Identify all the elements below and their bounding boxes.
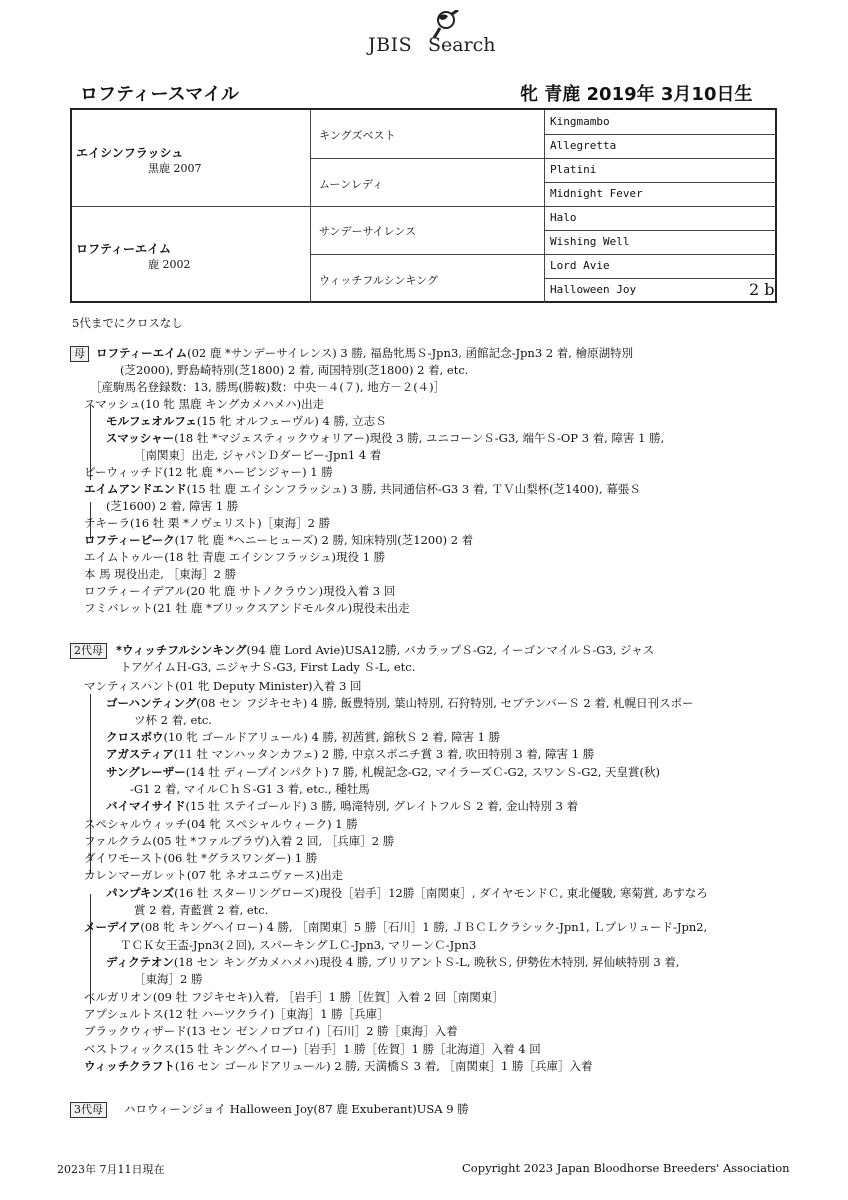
g2-line-23: ベストフィックス(15 牡 キングヘイロー)［岩手］1 勝［佐賀］1 勝［北海道］入着 4 回 <box>84 1042 541 1056</box>
dam-line-7: ビーウィッチド(12 牝 鹿 *ハービンジャー) 1 勝 <box>84 465 333 479</box>
ped-g2-3: サンデーサイレンス <box>319 225 417 238</box>
dam-name: ロフティーエイム <box>76 242 172 256</box>
footer-copyright: Copyright 2023 Japan Bloodhorse Breeders' Association <box>462 1161 790 1175</box>
dam-line-9: (芝1600) 2 着, 障害 1 勝 <box>106 499 239 513</box>
dam-line-13: 本 馬 現役出走, ［東海］2 勝 <box>84 567 237 581</box>
ped-g3-2: Allegretta <box>550 139 617 152</box>
logo-jbis: JBIS <box>368 34 413 56</box>
g2-line-3: ゴーハンティング(08 セン フジキセキ) 4 勝, 飯豊特別, 葉山特別, 石狩特別, セプテンバーＳ 2 着, 札幌日刊スポー <box>106 696 694 710</box>
sire-name: エイシンフラッシュ <box>76 146 184 160</box>
dam-line-12: エイムトゥルー(18 牡 青鹿 エイシンフラッシュ)現役 1 勝 <box>84 550 386 564</box>
dam-line-3: スマッシュ(10 牝 黒鹿 キングカメハメハ)出走 <box>84 397 325 411</box>
g2-line-22: ブラックウィザード(13 セン ゼンノロブロイ)［石川］2 勝［東海］入着 <box>84 1024 458 1038</box>
dam-line-14: ロフティーイデアル(20 牝 鹿 サトノクラウン)現役入着 3 回 <box>84 584 396 598</box>
ped-g3-6: Wishing Well <box>550 235 630 248</box>
g2-line-1: トアゲイムＨ-G3, ニジャナＳ-G3, First Lady Ｓ-L, etc. <box>120 660 416 674</box>
ped-g2-1: キングズベスト <box>319 129 396 142</box>
ped-g3-7: Lord Avie <box>550 259 610 272</box>
ped-g3-5: Halo <box>550 211 577 224</box>
ped-g3-3: Platini <box>550 163 597 176</box>
dam-line-15: フミバレット(21 牡 鹿 *ブリックスアンドモルタル)現役未出走 <box>84 601 410 615</box>
dam-line-1: (芝2000), 野島崎特別(芝1800) 2 着, 両国特別(芝1800) 2 着, etc. <box>120 363 469 377</box>
g2-line-0: *ウィッチフルシンキング(94 鹿 Lord Avie)USA12勝, バカラップＳ-G2, イーゴンマイルＳ-G3, ジャス <box>116 643 655 657</box>
dam-line-2: ［産駒馬名登録数：13, 勝馬(勝鞍)数：中央－４(７), 地方－２(４)］ <box>90 380 446 394</box>
ped-g2-4: ウィッチフルシンキング <box>319 274 439 287</box>
g2-line-20: ベルガリオン(09 牡 フジキセキ)入着, ［岩手］1 勝［佐賀］入着 2 回［南関東］ <box>84 990 504 1004</box>
g2-line-16: メーデイア(08 牝 キングヘイロー) 4 勝, ［南関東］5 勝［石川］1 勝, ＪＢＣＬクラシック-Jpn1, Ｌプレリュード-Jpn2, <box>84 920 708 934</box>
g2-line-10: スペシャルウィッチ(04 牝 スペシャルウィーク) 1 勝 <box>84 817 358 831</box>
ped-g3-8: Halloween Joy <box>550 283 637 296</box>
dam-line-5: スマッシャー(18 牡 *マジェスティックウォリアー)現役 3 勝, ユニコーンＳ-G3, 端午Ｓ-OP 3 着, 障害 1 勝, <box>106 431 665 445</box>
g2-line-9: バイマイサイド(15 牡 ステイゴールド) 3 勝, 鳴滝特別, グレイトフルＳ 2 着, 金山特別 3 着 <box>106 799 579 813</box>
g2-line-14: パンプキンズ(16 牡 スターリングローズ)現役［岩手］12勝［南関東］, ダイヤモンドＣ, 東北優駿, 寒菊賞, あすなろ <box>106 886 708 900</box>
jbis-search-logo <box>358 10 508 60</box>
ped-g3-4: Midnight Fever <box>550 187 643 200</box>
g2-line-2: マンティスハント(01 牝 Deputy Minister)入着 3 回 <box>84 679 362 693</box>
g2-line-4: ツ杯 2 着, etc. <box>134 713 212 727</box>
g2-line-15: 賞 2 着, 青藍賞 2 着, etc. <box>134 903 269 917</box>
horse-info: 牝 青鹿 2019年 3月10日生 <box>520 84 753 105</box>
dam-tag: 母 <box>70 346 89 362</box>
g2-line-18: ディクテオン(18 セン キングカメハメハ)現役 4 勝, ブリリアントＳ-L, 晩秋Ｓ, 伊勢佐木特別, 昇仙峡特別 3 着, <box>106 955 680 969</box>
g2-line-24: ウィッチクラフト(16 セン ゴールドアリュール) 2 勝, 天満橋Ｓ 3 着, ［南関東］1 勝［兵庫］入着 <box>84 1059 593 1073</box>
family-number: 2 b <box>749 280 775 299</box>
g2-line-13: カレンマーガレット(07 牝 ネオユニヴァース)出走 <box>84 868 344 882</box>
g2-line-17: ＴＣＫ女王盃-Jpn3(２回), スパーキングＬＣ-Jpn3, マリーンＣ-Jpn3 <box>120 938 477 952</box>
second-dam-tag: 2代母 <box>70 643 107 659</box>
g2-line-6: アガスティア(11 牡 マンハッタンカフェ) 2 勝, 中京スポニチ賞 3 着, 吹田特別 3 着, 障害 1 勝 <box>106 747 595 761</box>
dam-line-11: ロフティーピーク(17 牝 鹿 *ヘニーヒューズ) 2 勝, 知床特別(芝1200) 2 着 <box>84 533 474 547</box>
ped-g3-1: Kingmambo <box>550 115 610 128</box>
g2-line-19: ［東海］2 勝 <box>134 972 203 986</box>
sire-detail: 黒鹿 2007 <box>148 162 202 175</box>
dam-line-10: テキーラ(16 牡 栗 *ノヴェリスト)［東海］2 勝 <box>84 516 331 530</box>
g2-line-12: ダイワモースト(06 牡 *グラスワンダー) 1 勝 <box>84 851 318 865</box>
dam-line-0: ロフティーエイム(02 鹿 *サンデーサイレンス) 3 勝, 福島牝馬Ｓ-Jpn3, 函館記念-Jpn3 2 着, 檜原湖特別 <box>96 346 634 360</box>
cross-note: 5代までにクロスなし <box>72 316 183 330</box>
g2-line-5: クロスボウ(10 牝 ゴールドアリュール) 4 勝, 初茜賞, 錦秋Ｓ 2 着, 障害 1 勝 <box>106 730 501 744</box>
horse-name: ロフティースマイル <box>80 84 239 105</box>
pedigree-table <box>70 108 777 303</box>
third-dam-tag: 3代母 <box>70 1102 107 1118</box>
dam-line-4: モルフェオルフェ(15 牝 オルフェーヴル) 4 勝, 立志Ｓ <box>106 414 387 428</box>
dam-line-6: ［南関東］出走, ジャパンＤダービー-Jpn1 4 着 <box>134 448 382 462</box>
footer-date: 2023年 7月11日現在 <box>57 1163 165 1176</box>
ped-g2-2: ムーンレディ <box>319 178 384 191</box>
g2-line-7: サングレーザー(14 牡 ディープインパクト) 7 勝, 札幌記念-G2, マイラーズＣ-G2, スワンＳ-G2, 天皇賞(秋) <box>106 765 660 779</box>
dam-line-8: エイムアンドエンド(15 牡 鹿 エイシンフラッシュ) 3 勝, 共同通信杯-G3 3 着, ＴＶ山梨杯(芝1400), 幕張Ｓ <box>84 482 641 496</box>
g2-line-21: アプシュルトス(12 牡 ハーツクライ)［東海］1 勝［兵庫］ <box>84 1007 389 1021</box>
dam-detail: 鹿 2002 <box>148 258 191 271</box>
g2-line-8: -G1 2 着, マイルＣｈＳ-G1 3 着, etc., 種牡馬 <box>130 782 370 796</box>
logo-search: Search <box>428 34 496 56</box>
g2-line-11: ファルクラム(05 牡 *ファルブラヴ)入着 2 回, ［兵庫］2 勝 <box>84 834 395 848</box>
third-dam-line: ハロウィーンジョイ Halloween Joy(87 鹿 Exuberant)USA 9 勝 <box>124 1102 469 1116</box>
